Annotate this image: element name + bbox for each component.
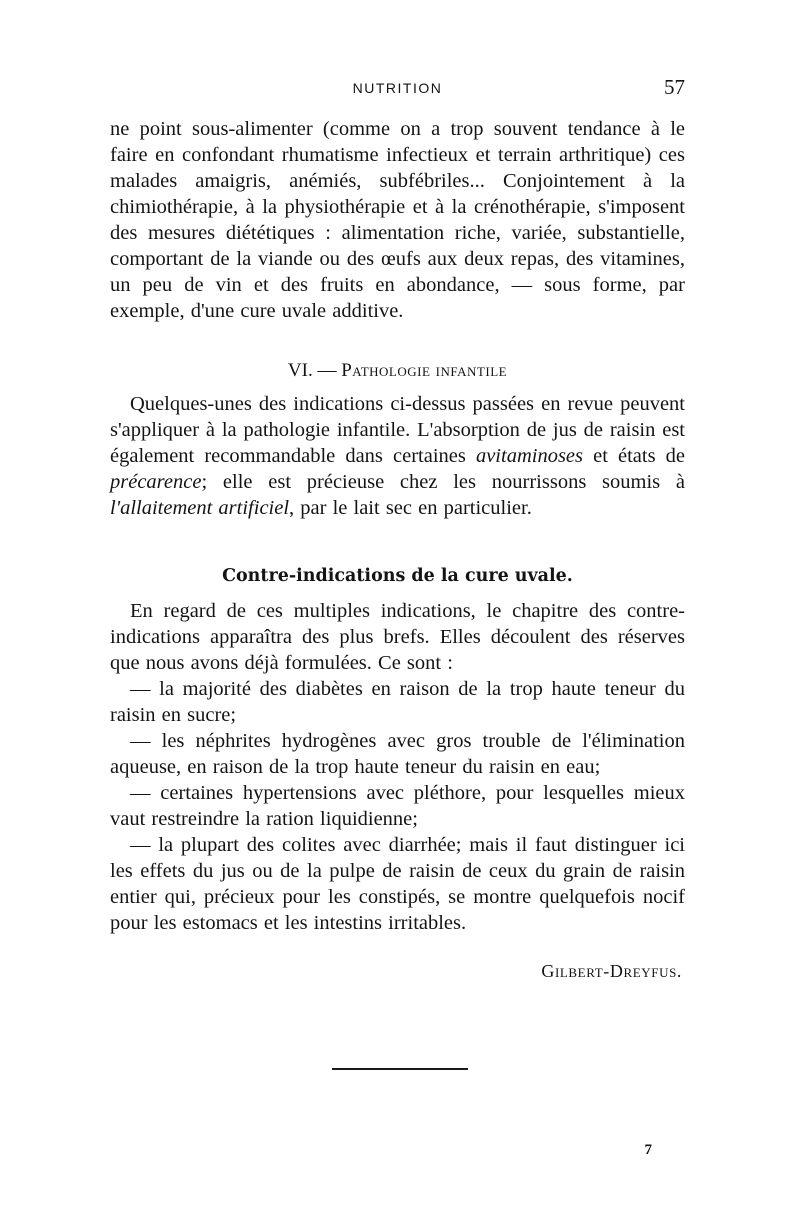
author-signature: Gilbert-Dreyfus. [541, 961, 682, 981]
paragraph-2 [110, 391, 685, 521]
paragraph-3: En regard de ces multiples indications, le chapitre des contre-indications apparaîtra des plus brefs. Elles découlent des réserves que nous avons déjà formulées. Ce sont : [110, 600, 685, 674]
paragraph-2-italic-1: avitaminoses [475, 445, 583, 467]
paragraph-2-text-3: ; elle est précieuse chez les nourrissons soumis à [201, 471, 685, 493]
paragraph-1: ne point sous-alimenter (comme on a trop souvent tendance à le faire en confondant rhumatisme infectieux et terrain arthritique) ces malades amaigris, anémiés, subfébriles... Conjointement à la chimiothérapie, à la physiothérapie et à la crénothérapie, s'imposent des mesures diététiques : alimentation riche, variée, substantielle, comportant de la viande ou des œufs aux deux repas, des vitamines, un peu de vin et des fruits en abondance, — sous forme, par exemple, d'une cure uvale additive. [110, 118, 685, 322]
running-title: NUTRITION [352, 80, 443, 96]
contraindications-block [110, 598, 685, 936]
contraindications-heading: Contre-indications de la cure uvale. [222, 566, 573, 586]
paragraph-2-text-4: , par le lait sec en particulier. [289, 497, 532, 519]
page-header [110, 75, 685, 100]
paragraph-2-italic-3: l'allaitement artificiel [110, 497, 290, 519]
page-number: 57 [664, 75, 685, 99]
end-rule [332, 1068, 468, 1070]
section-heading [110, 358, 685, 384]
signature-mark: 7 [644, 1142, 652, 1158]
paragraph-2-text-2: et états de [583, 445, 685, 467]
list-item-colitis: — la plupart des colites avec diarrhée; mais il faut distinguer ici les effets du jus ou de la pulpe de raisin de ceux du grain de raisin entier qui, précieux pour les constipés, se montre quelquefois nocif pour les estomacs et les intestins irritables. [110, 834, 685, 934]
section-number: VI. — [287, 360, 342, 381]
paragraph-2-italic-2: précarence [110, 471, 202, 493]
list-item-hypertension: — certaines hypertensions avec pléthore, pour lesquelles mieux vaut restreindre la ration liquidienne; [110, 782, 685, 830]
paragraph-2-block [110, 391, 685, 521]
paragraph-2-text-1: Quelques-unes des indications ci-dessus passées en revue peuvent s'appliquer à la pathologie infantile. L'absorption de jus de raisin est également recommandable dans certaines [110, 393, 685, 467]
list-item-nephritis: — les néphrites hydrogènes avec gros trouble de l'élimination aqueuse, en raison de la trop haute teneur du raisin en eau; [110, 730, 685, 778]
paragraph-1-block [110, 116, 685, 324]
list-item-diabetes: — la majorité des diabètes en raison de la trop haute teneur du raisin en sucre; [110, 678, 685, 726]
section-title: Pathologie infantile [341, 360, 508, 381]
